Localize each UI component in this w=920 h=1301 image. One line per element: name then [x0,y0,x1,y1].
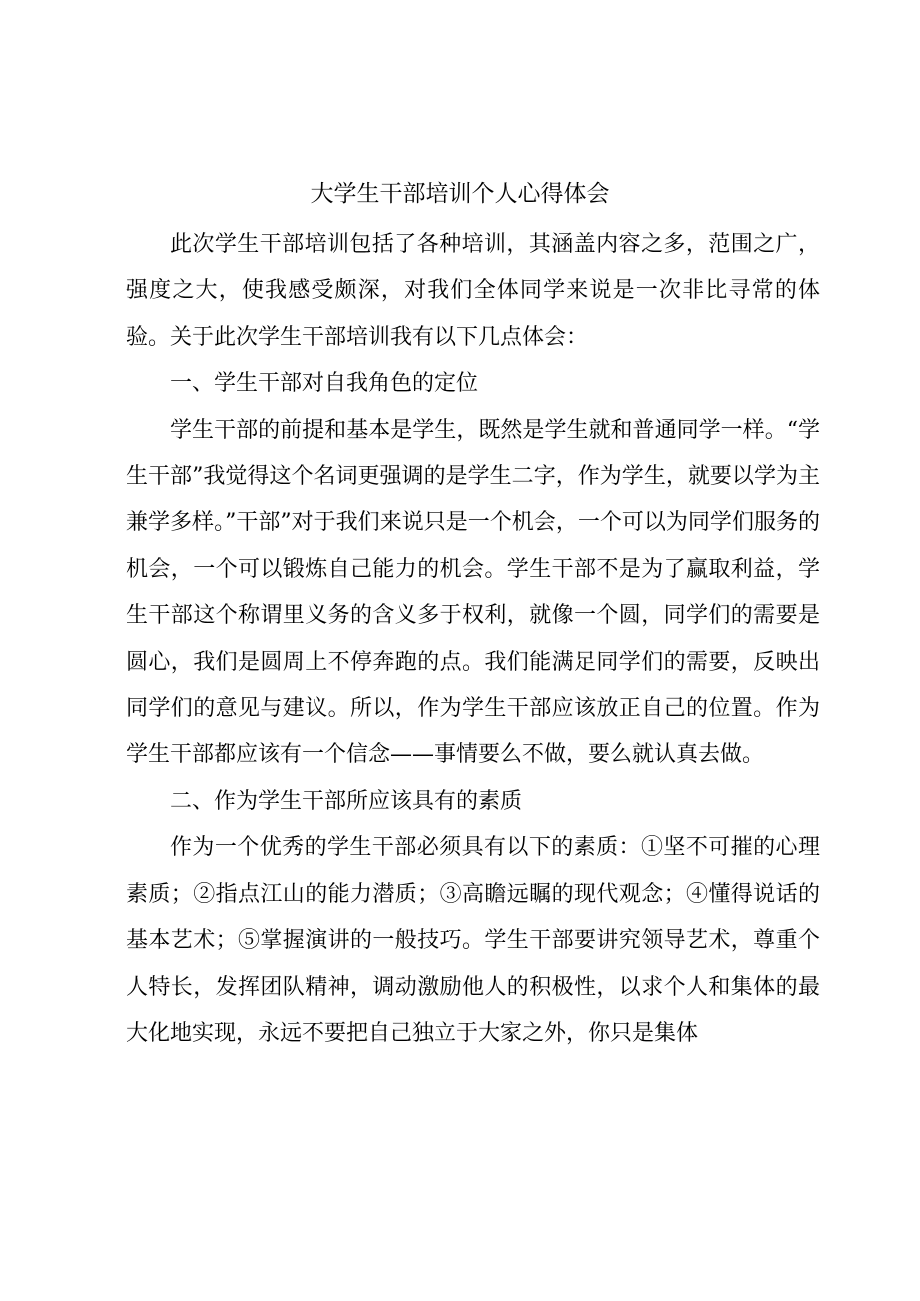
section-heading-2: 二、作为学生干部所应该具有的素质 [170,788,523,814]
paragraph-intro: 此次学生干部培训包括了各种培训，其涵盖内容之多，范围之广，强度之大，使我感受颇深，对我们全体同学来说是一次非比寻常的体验。关于此次学生干部培训我有以下几点体会： [126,232,820,350]
paragraph-role: 学生干部的前提和基本是学生，既然是学生就和普通同学一样。“学生干部”我觉得这个名词更强调的是学生二字，作为学生，就要以学为主兼学多样。”干部”对于我们来说只是一个机会，一个可以为同学们服务的机会，一个可以锻炼自己能力的机会。学生干部不是为了赢取利益，学生干部这个称谓里义务的含义多于权利，就像一个圆，同学们的需要是圆心，我们是圆周上不停奔跑的点。我们能满足同学们的需要，反映出同学们的意见与建议。所以，作为学生干部应该放正自己的位置。作为学生干部都应该有一个信念——事情要么不做，要么就认真去做。 [126,417,820,768]
paragraph-qualities: 作为一个优秀的学生干部必须具有以下的素质：①坚不可摧的心理素质；②指点江山的能力潜质；③高瞻远瞩的现代观念；④懂得说话的基本艺术；⑤掌握演讲的一般技巧。学生干部要讲究领导艺术，尊重个人特长，发挥团队精神，调动激励他人的积极性，以求个人和集体的最大化地实现，永远不要把自己独立于大家之外，你只是集体 [126,835,820,1046]
document-body [126,222,820,1057]
section-heading-1: 一、学生干部对自我角色的定位 [170,371,479,397]
document-title: 大学生干部培训个人心得体会 [310,181,610,207]
